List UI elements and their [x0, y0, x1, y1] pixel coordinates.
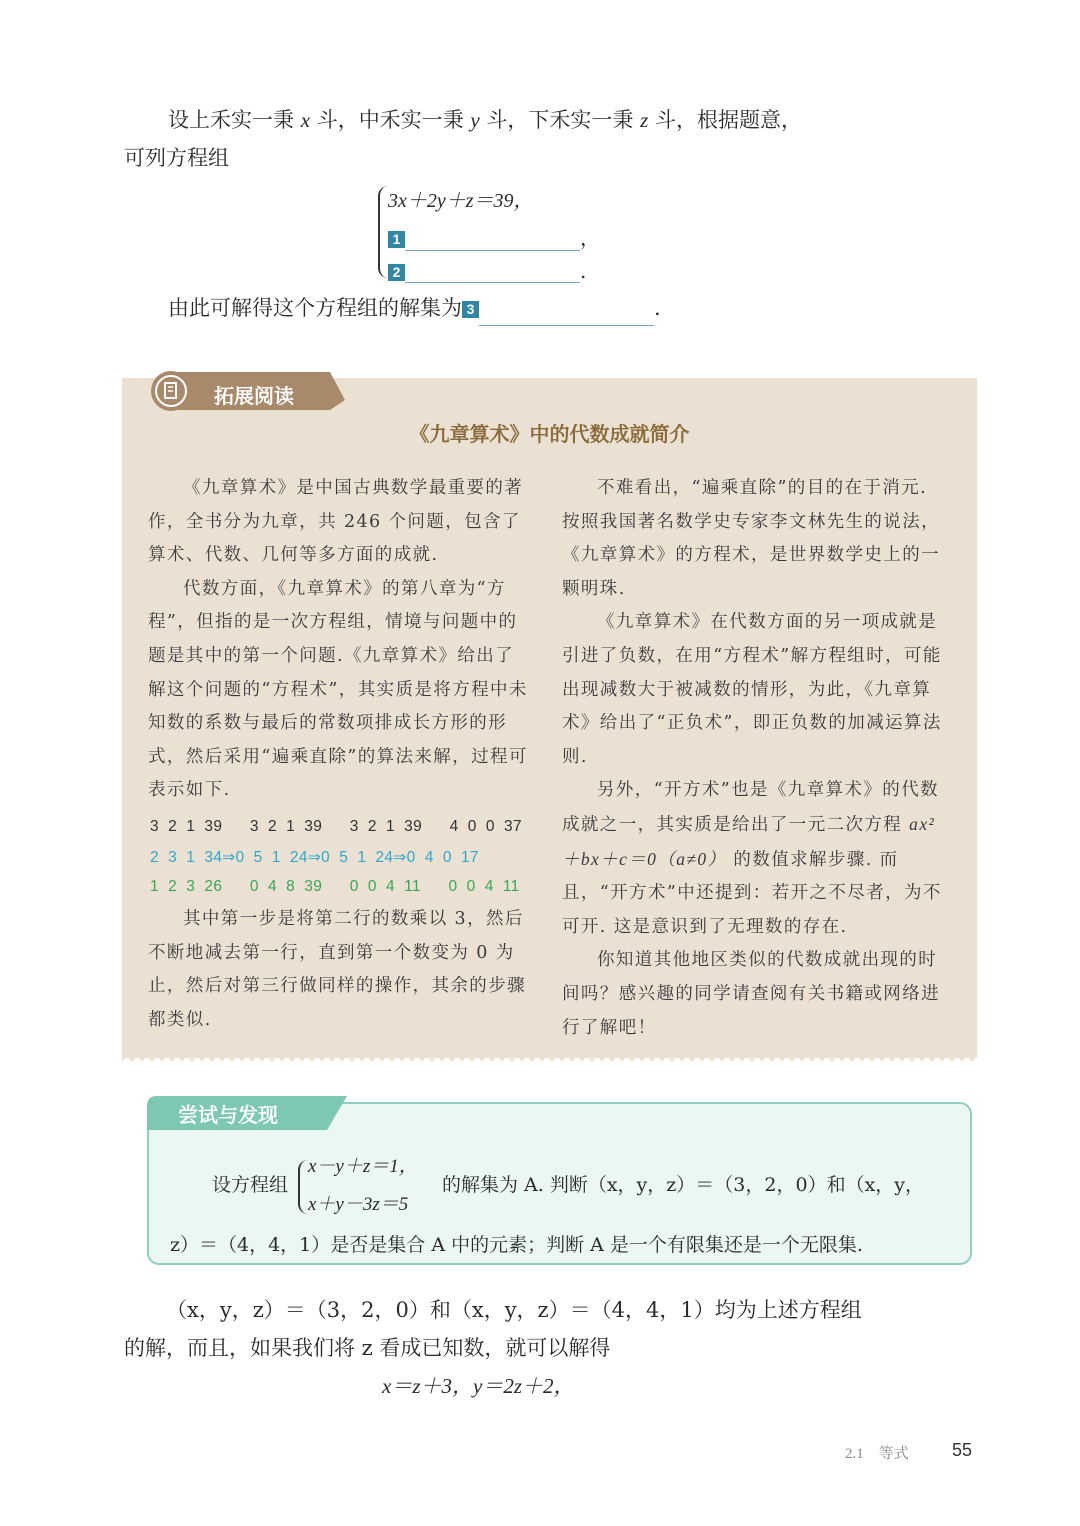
system-blank-2: [388, 259, 586, 283]
blank-1-line[interactable]: [405, 232, 580, 251]
solution-line: [168, 290, 661, 326]
intro-line-1: [168, 102, 802, 138]
reading-title: 《九章算术》中的代数成就简介: [409, 424, 690, 446]
reading-right-p3b: 的数值求解步骤. 而且，“开方术”中还提到：若开之不尽者，为不可开. 这是意识到了无理数的存在.: [562, 849, 942, 937]
try-eq-2: x＋y－3z＝5: [308, 1194, 409, 1215]
try-tab-label: 尝试与发现: [178, 1105, 278, 1127]
blank-1-number: 1: [388, 231, 405, 248]
blank-1-end: ，: [580, 226, 600, 250]
system-eq-1: 3x＋2y＋z＝39，: [388, 190, 534, 212]
intro-text-c: 斗，下禾实一秉: [486, 108, 634, 132]
try-system-brace: [298, 1160, 308, 1214]
quadratic-formula: ax²＋bx＋c＝0（a≠0）: [562, 813, 936, 869]
reading-right-column: [562, 472, 946, 1045]
reading-left-p1: 《九章算术》是中国古典数学最重要的著作，全书分为九章，共 246 个问题，包含了算术、代数、几何等多方面的成就.: [148, 478, 524, 566]
var-y: y: [470, 108, 480, 132]
reading-right-p3: [562, 774, 946, 944]
blank-3-line[interactable]: [479, 305, 654, 326]
reading-tab-label: 拓展阅读: [214, 386, 294, 408]
reading-right-p3a: 另外，“开方术”也是《九章算术》的代数成就之一，其实质是给出了一元二次方程: [562, 780, 939, 835]
var-z: z: [640, 108, 649, 132]
reading-left-p3: 其中第一步是将第二行的数乘以 3，然后不断地减去第一行，直到第一个数变为 0 为止，然后对第三行做同样的操作，其余的步骤都类似.: [148, 909, 526, 1030]
try-after: 的解集为 A. 判断（x，y，z）＝（3，2，0）和（x，y，: [442, 1174, 925, 1196]
system-blank-1: [388, 222, 600, 251]
reading-left-column: [148, 472, 532, 808]
matrix-row-1: 3 2 1 39 3 2 1 39 3 2 1 39 4 0 0 37: [150, 818, 522, 835]
intro-line-2: 可列方程组: [124, 146, 229, 170]
body-line-2: 的解，而且，如果我们将 z 看成已知数，就可以解得: [124, 1336, 611, 1360]
blank-3-number: 3: [462, 301, 479, 318]
intro-text-a: 设上禾实一秉: [168, 108, 294, 132]
reading-right-p2: 《九章算术》在代数方面的另一项成就是引进了负数，在用“方程术”解方程组时，可能出现减数大于被减数的情形，为此，《九章算术》给出了“正负术”，即正负数的加减运算法则.: [562, 612, 942, 767]
matrix-row-3: 1 2 3 26 0 4 8 39 0 0 4 11 0 0 4 11: [150, 878, 520, 895]
book-icon: [163, 382, 179, 400]
solution-text: 由此可解得这个方程组的解集为: [168, 296, 462, 320]
reading-right-p1: 不难看出，“遍乘直除”的目的在于消元. 按照我国著名数学史专家李文林先生的说法，《九章算术》的方程术，是世界数学史上的一颗明珠.: [562, 478, 940, 599]
body-formula: x＝z＋3，y＝2z＋2，: [382, 1374, 575, 1398]
intro-text-d: 斗，根据题意，: [654, 108, 802, 132]
solution-end: .: [654, 296, 661, 320]
reading-left-p2: 代数方面，《九章算术》的第八章为“方程”，但指的是一次方程组，情境与问题中的题是其中的第一个问题.《九章算术》给出了解这个问题的“方程术”，其实质是将方程中未知数的系数与最后的常数项排成长方形的形式，然后采用“遍乘直除”的算法来解，过程可表示如下.: [148, 578, 528, 801]
try-lead: 设方程组: [212, 1174, 289, 1196]
blank-2-number: 2: [388, 264, 405, 281]
try-line-2: z）＝（4，4，1）是否是集合 A 中的元素；判断 A 是一个有限集还是一个无限集.: [170, 1234, 863, 1256]
body-line-1: （x，y，z）＝（3，2，0）和（x，y，z）＝（4，4，1）均为上述方程组: [166, 1298, 862, 1322]
var-x: x: [300, 108, 311, 132]
try-eq-1: x－y＋z＝1，: [308, 1156, 418, 1177]
system-brace: [378, 186, 388, 278]
footer-section: 2.1 等式: [845, 1446, 909, 1462]
intro-text-b: 斗，中禾实一秉: [316, 108, 464, 132]
reading-right-p4: 你知道其他地区类似的代数成就出现的时间吗？感兴趣的同学请查阅有关书籍或网络进行了解吧！: [562, 950, 940, 1038]
blank-2-line[interactable]: [405, 264, 580, 283]
reading-zigzag-border: [122, 1048, 977, 1068]
page-number: 55: [952, 1440, 973, 1460]
blank-2-end: .: [580, 259, 587, 283]
matrix-row-2: 2 3 1 34⇒0 5 1 24⇒0 5 1 24⇒0 4 0 17: [150, 849, 479, 866]
reading-left-column-2: [148, 903, 532, 1037]
